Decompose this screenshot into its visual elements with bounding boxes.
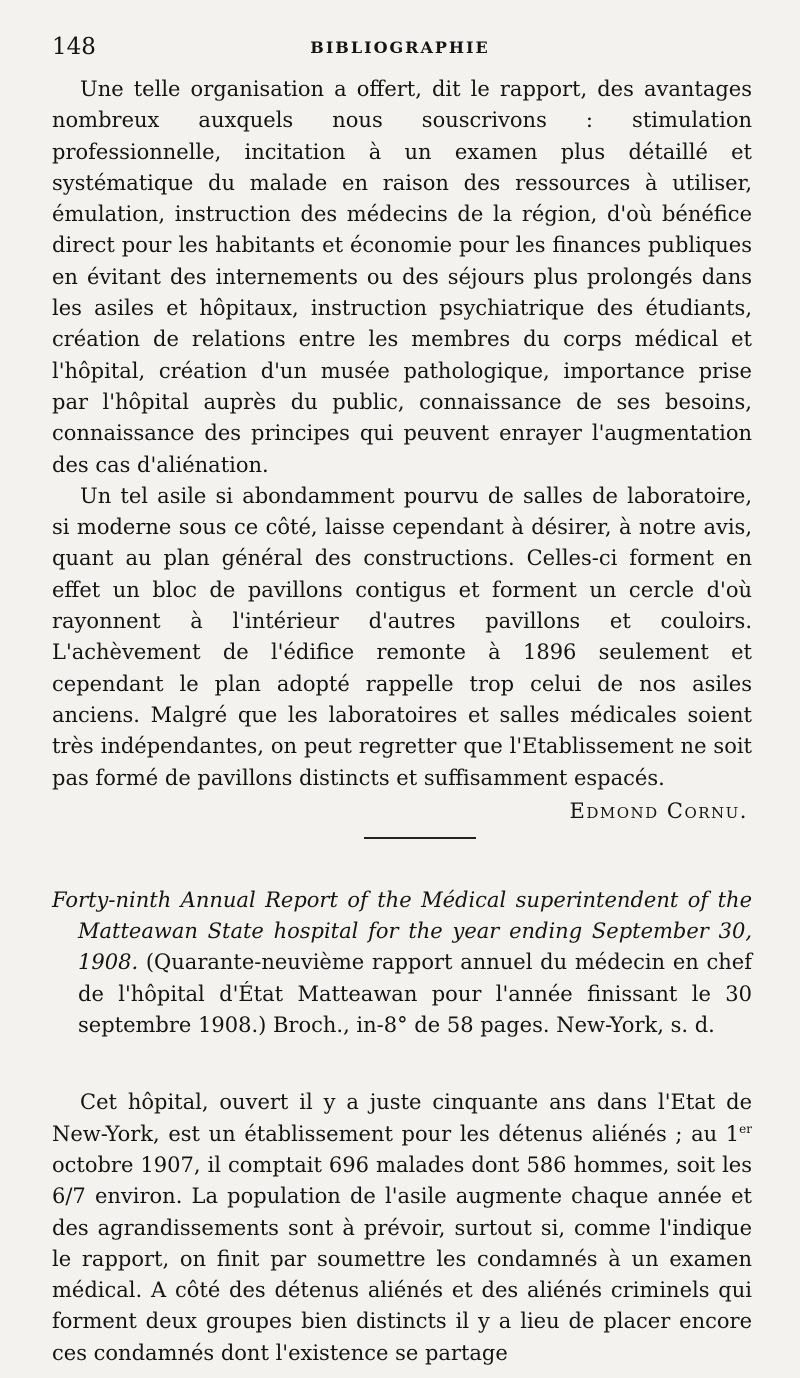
bibliographic-citation <box>52 885 752 1041</box>
paragraph-1: Une telle organisation a offert, dit le rapport, des avantages nombreux auxquels nous souscrivons : stimulation professionnelle, incitation à un examen plus détaillé et systématique du malade en raison des ressources à utiliser, émulation, instruction des médecins de la région, d'où bénéfice direct pour les habitants et économie pour les finances publiques en évitant des internements ou des séjours plus prolongés dans les asiles et hôpitaux, instruction psychiatrique des étudiants, création de relations entre les membres du corps médical et l'hôpital, création d'un musée pathologique, importance prise par l'hôpital auprès du public, connaissance de ses besoins, connaissance des principes qui peuvent enrayer l'augmentation des cas d'aliénation. <box>52 77 752 477</box>
paragraph-3 <box>52 1087 752 1369</box>
paragraph-2: Un tel asile si abondamment pourvu de salles de laboratoire, si moderne sous ce côté, laisse cependant à désirer, à notre avis, quant au plan général des constructions. Celles-ci forment en effet un bloc de pavillons contigus et forment un cercle d'où rayonnent à l'intérieur d'autres pavillons et couloirs. L'achèvement de l'édifice remonte à 1896 seulement et cependant le plan adopté rappelle trop celui de nos asiles anciens. Malgré que les laboratoires et salles médicales soient très indépendantes, on peut regretter que l'Etablissement ne soit pas formé de pavillons distincts et suffisamment espacés. <box>52 483 752 790</box>
citation-title: Forty-ninth Annual Report of the Médical superintendent of the Matteawan State hospital for the year ending September 30, 1908. <box>52 887 752 975</box>
page-number: 148 <box>52 34 96 60</box>
section-divider <box>364 837 476 839</box>
citation-details: (Quarante-neuvième rapport annuel du médecin en chef de l'hôpital d'État Matteawan pour l'année finissant le 30 septembre 1908.) Broch., in-8° de 58 pages. New-York, s. d. <box>78 950 752 1038</box>
author-signature: Edmond Cornu. <box>569 798 748 823</box>
running-title: BIBLIOGRAPHIE <box>310 38 490 57</box>
paragraph-3-text-b: octobre 1907, il comptait 696 malades dont 586 hommes, soit les 6/7 environ. La population de l'asile augmente chaque année et des agrandissements sont à prévoir, surtout si, comme l'indique le rapport, on finit par soumettre les condamnés à un examen médical. A côté des détenus aliénés et des aliénés criminels qui forment deux groupes bien distincts il y a lieu de placer encore ces condamnés dont l'existence se partage <box>52 1152 752 1365</box>
paragraph-3-text-a: Cet hôpital, ouvert il y a juste cinquante ans dans l'Etat de New-York, est un établissement pour les détenus aliénés ; au 1 <box>52 1090 752 1146</box>
ordinal-superscript: er <box>739 1121 752 1136</box>
